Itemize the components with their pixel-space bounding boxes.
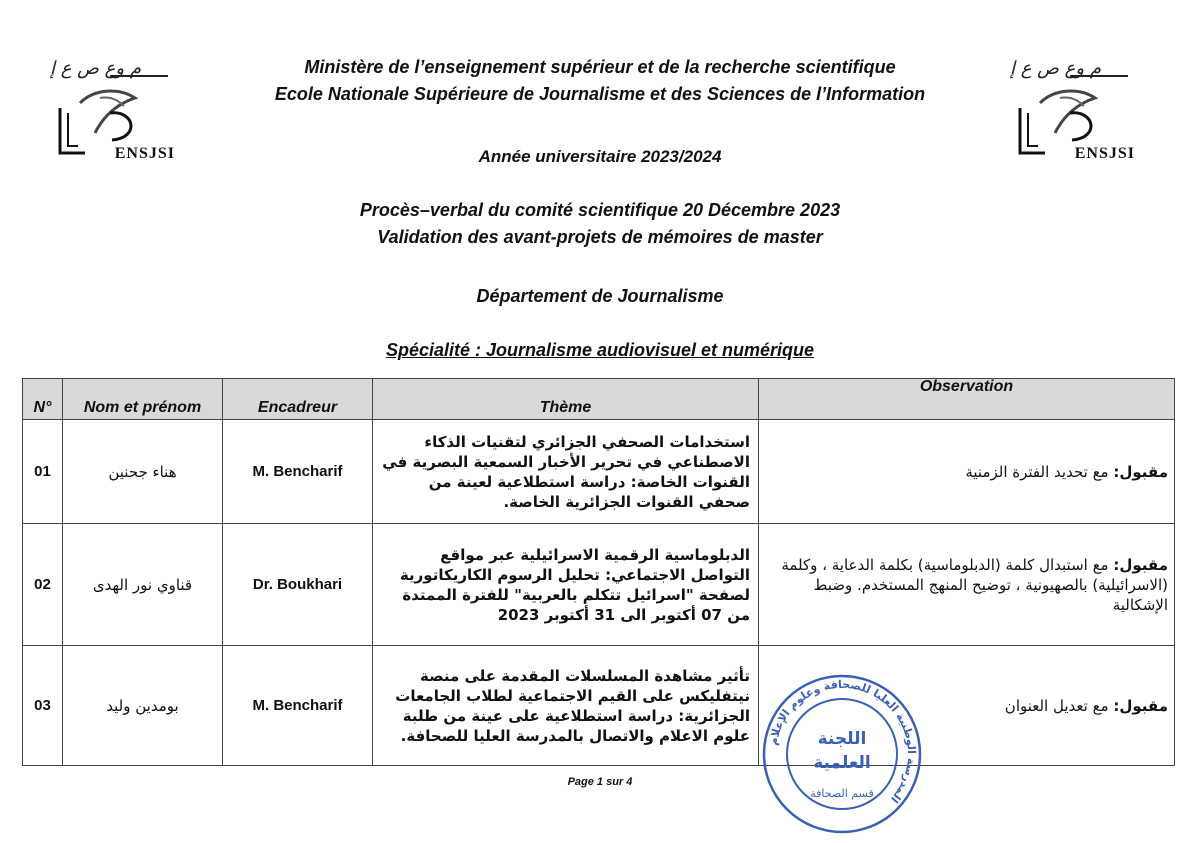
validation-subtitle: Validation des avant-projets de mémoires de master <box>377 227 823 247</box>
header-observation: Observation <box>759 379 1175 420</box>
stamp-outer-text: المدرسة الوطنية العليا للصحافة وعلوم الإعلام <box>766 677 919 806</box>
projects-table <box>22 378 1175 766</box>
specialite-title <box>0 340 1200 361</box>
obs-prefix: مقبول: <box>1113 555 1168 574</box>
row-nom: هناء جحنين <box>63 420 223 524</box>
page-number: Page 1 sur 4 <box>567 776 633 788</box>
logo-acronym: ENSJSI <box>1074 145 1135 162</box>
row-encadreur: M. Bencharif <box>223 420 373 524</box>
row-encadreur: M. Bencharif <box>223 646 373 766</box>
row-num: 01 <box>23 420 63 524</box>
department-title: Département de Journalisme <box>476 286 724 306</box>
obs-text: مع تعديل العنوان <box>1004 696 1114 715</box>
row-theme: استخدامات الصحفي الجزائري لتقنيات الذكاء الاصطناعي في تحرير الأخبار السمعية البصرية في القنوات الخاصة: دراسة استطلاعية لعينة من صحفي القنوات الجزائرية الخاصة. <box>373 420 759 524</box>
logo-arabic-text: م وع ص ع إ <box>50 58 141 79</box>
specialite-text: Spécialité : Journalisme audiovisuel et numérique <box>385 340 815 360</box>
row-num: 02 <box>23 524 63 646</box>
table-row <box>23 646 1175 766</box>
stamp-center-line1: اللجنة <box>817 729 867 749</box>
header-theme: Thème <box>373 379 759 420</box>
stamp-center-line2: العلمية <box>813 753 871 773</box>
table-row <box>23 524 1175 646</box>
row-theme: تأثير مشاهدة المسلسلات المقدمة على منصة نيتفليكس على القيم الاجتماعية لطلاب الجامعات الجزائرية: دراسة استطلاعية على عينة من طلبة علوم الاعلام والاتصال بالمدرسة العليا للصحافة. <box>373 646 759 766</box>
table-row <box>23 420 1175 524</box>
obs-text: مع تحديد الفترة الزمنية <box>965 462 1114 481</box>
logo-arabic-text: م وع ص ع إ <box>1010 58 1101 79</box>
obs-prefix: مقبول: <box>1113 696 1168 715</box>
row-num: 03 <box>23 646 63 766</box>
ministry-title: Ministère de l’enseignement supérieur et de la recherche scientifique <box>304 57 896 77</box>
row-encadreur: Dr. Boukhari <box>223 524 373 646</box>
committee-stamp <box>760 672 925 837</box>
table-header-row <box>23 379 1175 420</box>
row-observation <box>759 524 1175 646</box>
stamp-bottom-text: قسم الصحافة <box>810 787 874 800</box>
row-nom: قناوي نور الهدى <box>63 524 223 646</box>
header-num: N° <box>23 379 63 420</box>
header-nom: Nom et prénom <box>63 379 223 420</box>
row-nom: بومدين وليد <box>63 646 223 766</box>
pv-title: Procès–verbal du comité scientifique 20 Décembre 2023 <box>359 200 841 220</box>
header-encadreur: Encadreur <box>223 379 373 420</box>
logo-acronym: ENSJSI <box>114 145 175 162</box>
school-title: Ecole Nationale Supérieure de Journalisme et des Sciences de l’Information <box>274 84 926 104</box>
obs-prefix: مقبول: <box>1113 462 1168 481</box>
obs-text: مع استبدال كلمة (الدبلوماسية) بكلمة الدعاية ، وكلمة (الاسرائيلية) بالصهيونية ، توضيح المنهج المستخدم. وضبط الإشكالية <box>781 555 1168 614</box>
row-observation <box>759 420 1175 524</box>
academic-year: Année universitaire 2023/2024 <box>478 147 722 166</box>
row-theme: الدبلوماسية الرقمية الاسرائيلية عبر مواقع التواصل الاجتماعي: تحليل الرسوم الكاريكاتورية لصفحة "اسرائيل تتكلم بالعربية" للفترة الممتدة من 07 أكتوبر الى 31 أكتوبر 2023 <box>373 524 759 646</box>
